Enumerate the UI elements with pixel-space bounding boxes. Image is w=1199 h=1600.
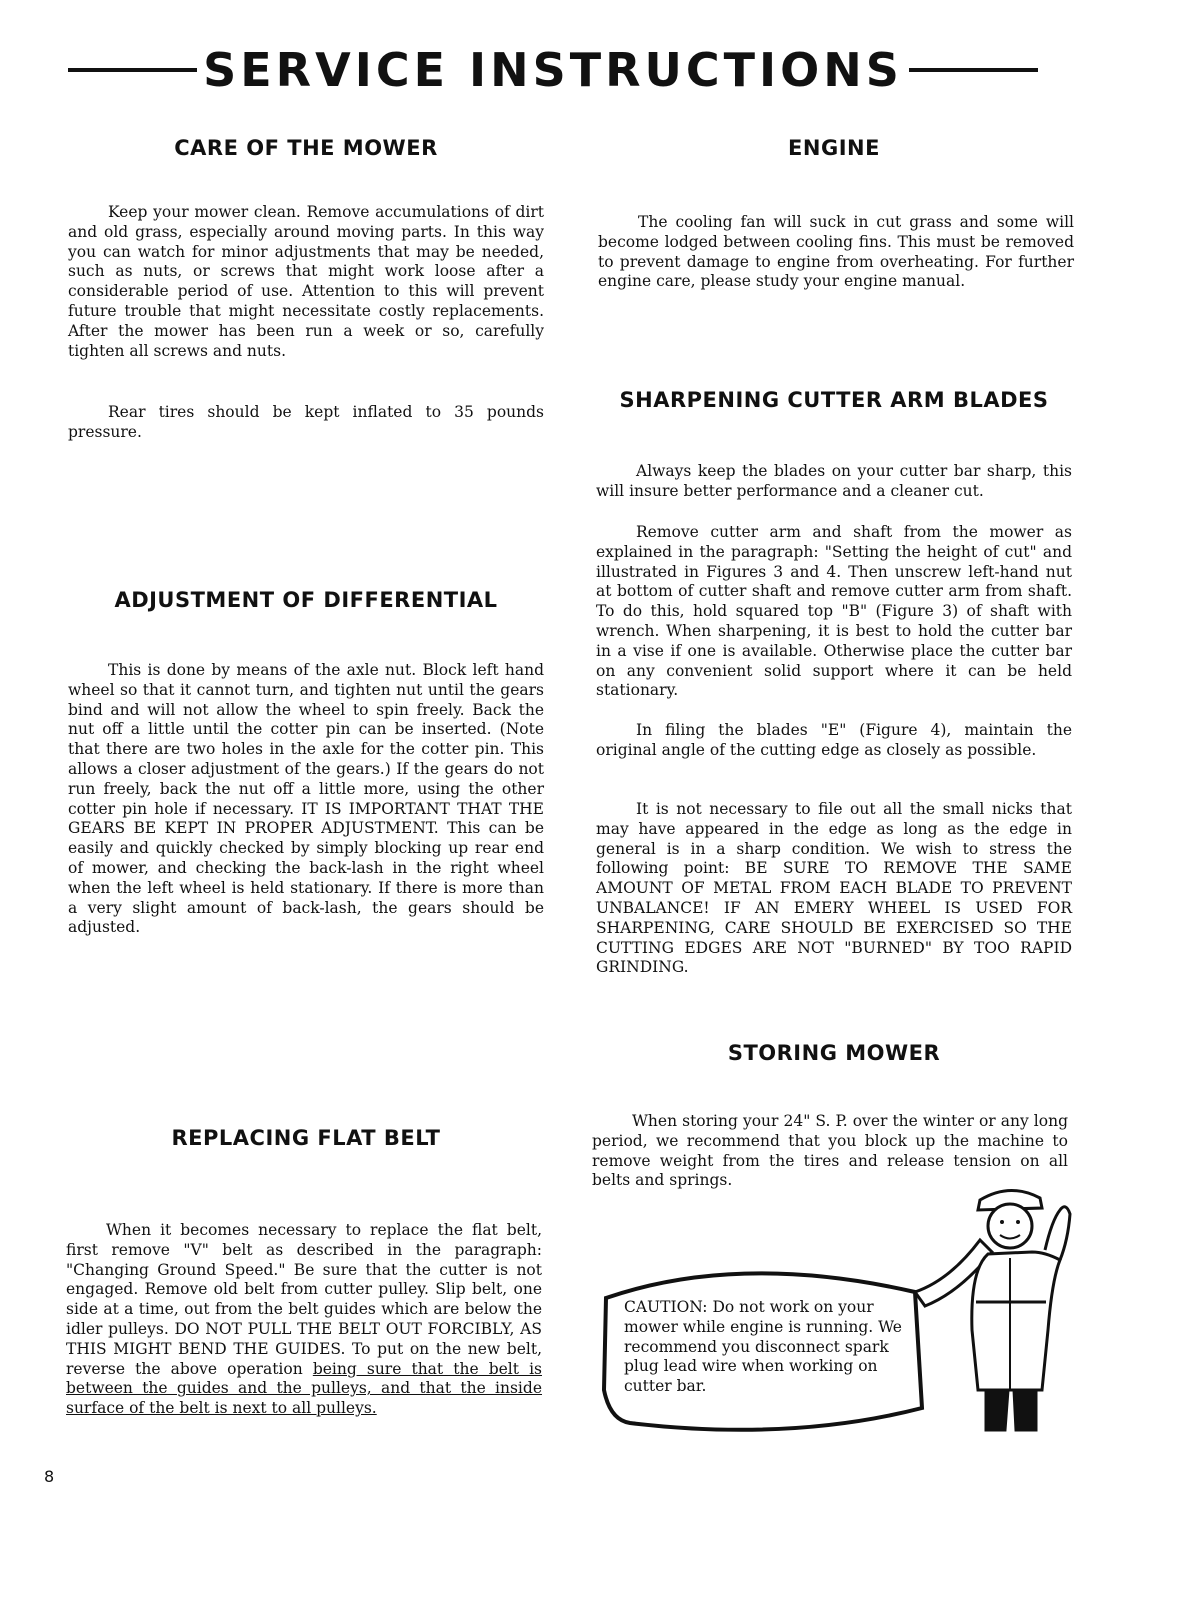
differential-heading: ADJUSTMENT OF DIFFERENTIAL xyxy=(114,588,498,612)
storing-heading: STORING MOWER xyxy=(727,1041,941,1065)
title-row xyxy=(68,40,1038,100)
caution-text: CAUTION: Do not work on your mower while engine is running. We recommend you disconnect spark plug lead wire when working on cutter bar. xyxy=(624,1298,902,1396)
belt-heading: REPLACING FLAT BELT xyxy=(171,1126,441,1150)
waving-hand xyxy=(1045,1207,1070,1260)
mechanic-head xyxy=(988,1204,1032,1248)
sharpening-heading: SHARPENING CUTTER ARM BLADES xyxy=(619,388,1049,412)
title-rule-right xyxy=(909,68,1038,72)
engine-heading: ENGINE xyxy=(788,136,880,160)
sharpening-paragraph-4: It is not necessary to file out all the small nicks that may have appeared in the edge as long as the edge in general is in a sharp condition. We wish to stress the following point: BE SURE TO REMOVE THE SAME AMOUNT OF METAL FROM EACH BLADE TO PREVENT UNBALANCE! IF AN EMERY WHEEL IS USED FOR SHARPENING, CARE SHOULD BE EXERCISED SO THE CUTTING EDGES ARE NOT "BURNED" BY TOO RAPID GRINDING. xyxy=(596,800,1072,977)
storing-paragraph: When storing your 24" S. P. over the winter or any long period, we recommend that you block up the machine to remove weight from the tires and release tension on all belts and springs. xyxy=(592,1112,1068,1190)
title-rule-left xyxy=(68,68,197,72)
mechanic-legs xyxy=(986,1390,1036,1430)
belt-paragraph xyxy=(66,1221,542,1419)
belt-paragraph-text: When it becomes necessary to replace the flat belt, first remove "V" belt as described in the paragraph: "Changing Ground Speed." Be sure that the cutter is not engaged. Remove old belt from cutter pulley. Slip belt, one side at a time, out from the belt guides which are below the idler pulleys. DO NOT PULL THE BELT OUT FORCIBLY, AS THIS MIGHT BEND THE GUIDES. To put on the new belt, reverse the above operation xyxy=(66,1221,542,1378)
care-paragraph-1: Keep your mower clean. Remove accumulations of dirt and old grass, especially around moving parts. In this way you can watch for minor adjustments that may be needed, such as nuts, or screws that might work loose after a considerable period of use. Attention to this will prevent future trouble that might necessitate costly replacements. After the mower has been run a week or so, carefully tighten all screws and nuts. xyxy=(68,203,544,360)
sharpening-paragraph-2: Remove cutter arm and shaft from the mower as explained in the paragraph: "Setting the height of cut" and illustrated in Figures 3 and 4. Then unscrew left-hand nut at bottom of cutter shaft and remove cutter arm from shaft. To do this, hold squared top "B" (Figure 3) of shaft with wrench. When sharpening, it is best to hold the cutter bar in a vise if one is available. Otherwise place the cutter bar on any convenient solid support where it can be held stationary. xyxy=(596,523,1072,700)
sharpening-paragraph-3: In filing the blades "E" (Figure 4), maintain the original angle of the cutting edge as closely as possible. xyxy=(596,721,1072,759)
sharpening-paragraph-1: Always keep the blades on your cutter bar sharp, this will insure better performance and a cleaner cut. xyxy=(596,462,1072,500)
differential-paragraph: This is done by means of the axle nut. Block left hand wheel so that it cannot turn, and tighten nut until the gears bind and will not allow the wheel to spin freely. Back the nut off a little until the cotter pin can be inserted. (Note that there are two holes in the axle for the cotter pin. This allows a closer adjustment of the gears.) If the gears do not run freely, back the nut off a little more, using the other cotter pin hole if necessary. IT IS IMPORTANT THAT THE GEARS BE KEPT IN PROPER ADJUSTMENT. This can be easily and quickly checked by simply blocking up rear end of mower, and checking the back-lash in the right wheel when the left wheel is held stationary. If there is more than a very slight amount of back-lash, the gears should be adjusted. xyxy=(68,661,544,937)
page-number: 8 xyxy=(44,1467,55,1486)
care-heading: CARE OF THE MOWER xyxy=(174,136,438,160)
engine-paragraph: The cooling fan will suck in cut grass and some will become lodged between cooling fins. This must be removed to prevent damage to engine from overheating. For further engine care, please study your engine manual. xyxy=(598,213,1074,291)
care-paragraph-2: Rear tires should be kept inflated to 35 pounds pressure. xyxy=(68,403,544,441)
mechanic-coat xyxy=(972,1252,1060,1390)
page-title: SERVICE INSTRUCTIONS xyxy=(203,43,903,97)
belt-paragraph-underlined: being sure that the belt is between the guides and the pulleys, and that the inside surface of the belt is next to all pulleys. xyxy=(66,1359,542,1418)
